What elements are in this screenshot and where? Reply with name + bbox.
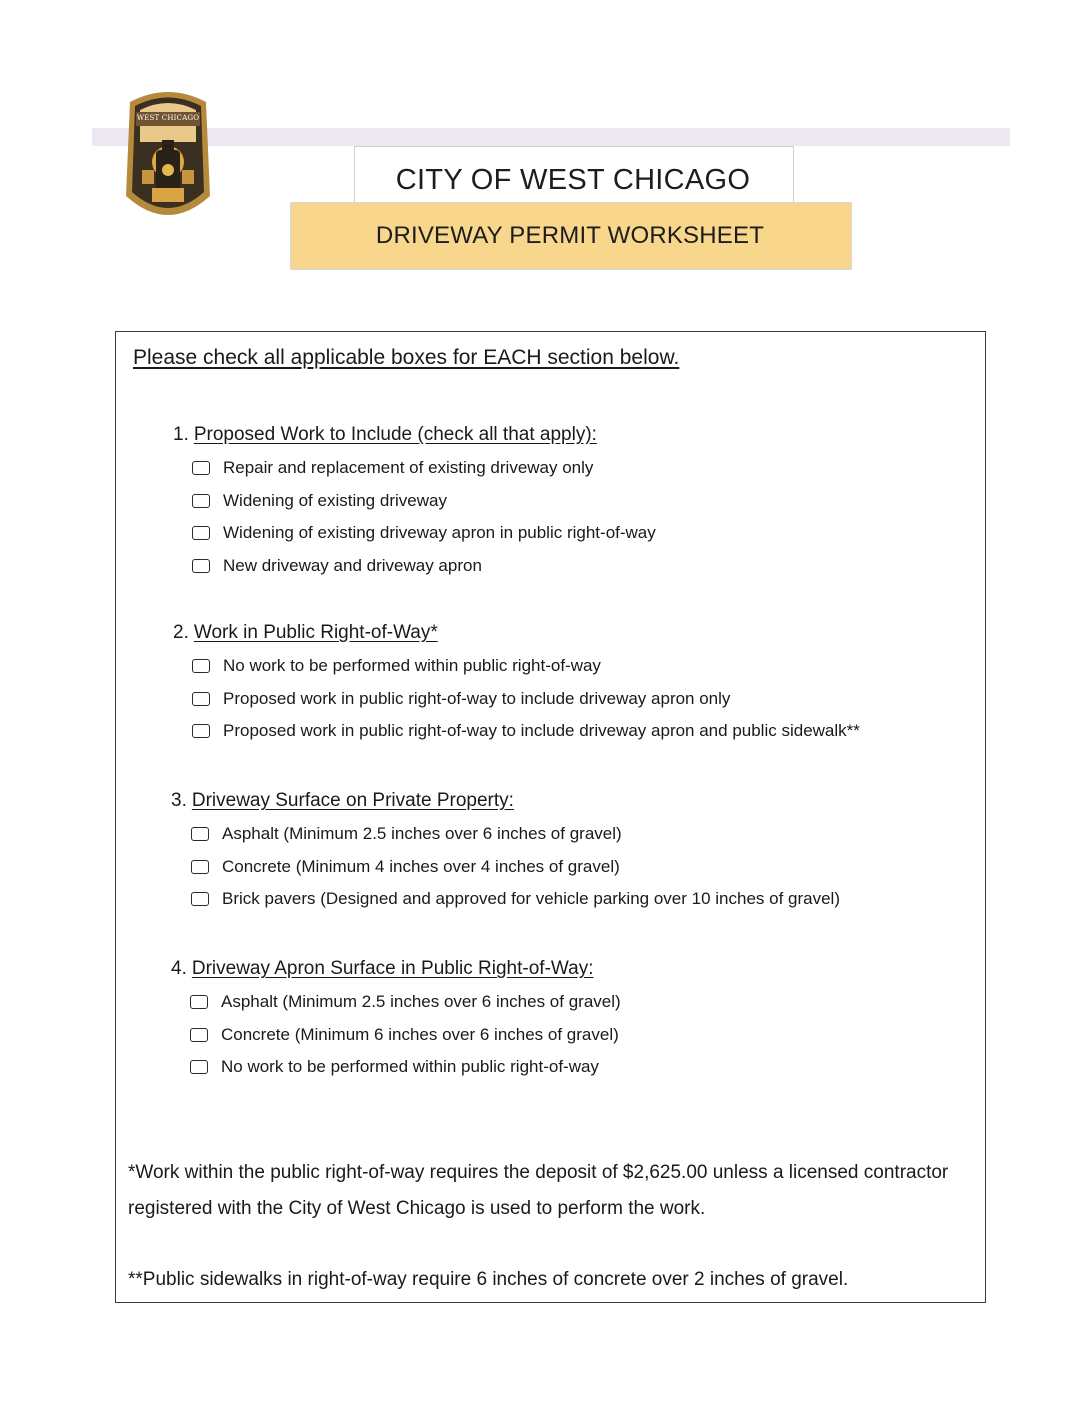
section-number: 3. <box>171 790 187 811</box>
checkbox[interactable] <box>191 892 209 906</box>
option-label: Proposed work in public right-of-way to include driveway apron and public sidewalk** <box>223 721 860 740</box>
checkbox[interactable] <box>192 724 210 738</box>
checkbox[interactable] <box>192 559 210 573</box>
option-label: No work to be performed within public right-of-way <box>223 656 601 675</box>
section-number: 1. <box>173 424 189 445</box>
option-apron-only <box>192 689 730 709</box>
section-title: Work in Public Right-of-Way* <box>193 622 438 643</box>
section-number: 4. <box>171 958 187 979</box>
section-4-heading <box>171 958 593 980</box>
option-apron-asphalt <box>190 992 621 1012</box>
sidewalk-note: **Public sidewalks in right-of-way require 6 inches of concrete over 2 inches of gravel. <box>128 1269 849 1290</box>
section-title: Proposed Work to Include (check all that apply): <box>193 424 597 445</box>
section-title: Driveway Surface on Private Property: <box>191 790 514 811</box>
section-number: 2. <box>173 622 189 643</box>
checkbox[interactable] <box>192 494 210 508</box>
option-apron-no-work <box>190 1057 599 1077</box>
option-label: Repair and replacement of existing driveway only <box>223 458 594 477</box>
checkbox[interactable] <box>190 1028 208 1042</box>
form-instruction: Please check all applicable boxes for EACH section below. <box>133 346 680 369</box>
option-label: Concrete (Minimum 4 inches over 4 inches of gravel) <box>222 857 620 876</box>
option-label: Asphalt (Minimum 2.5 inches over 6 inches of gravel) <box>221 992 621 1011</box>
option-label: Proposed work in public right-of-way to include driveway apron only <box>223 689 731 708</box>
option-no-row-work <box>192 656 601 676</box>
option-label: New driveway and driveway apron <box>223 556 482 575</box>
option-label: Widening of existing driveway apron in public right-of-way <box>223 523 656 542</box>
option-apron-and-sidewalk <box>192 721 860 741</box>
option-label: No work to be performed within public right-of-way <box>221 1057 599 1076</box>
header-band <box>92 128 1010 146</box>
option-private-asphalt <box>191 824 622 844</box>
option-widening-apron <box>192 523 656 543</box>
city-seal-graphic <box>122 84 214 222</box>
logo-text: WEST CHICAGO <box>136 114 200 122</box>
checkbox[interactable] <box>192 692 210 706</box>
option-label: Widening of existing driveway <box>223 491 447 510</box>
option-label: Brick pavers (Designed and approved for vehicle parking over 10 inches of gravel) <box>222 889 840 908</box>
section-1-heading <box>173 424 597 446</box>
section-2-heading <box>173 622 438 644</box>
option-label: Concrete (Minimum 6 inches over 6 inches of gravel) <box>221 1025 619 1044</box>
city-title: CITY OF WEST CHICAGO <box>395 164 751 196</box>
section-3-heading <box>171 790 514 812</box>
option-private-brick-pavers <box>191 889 840 909</box>
option-apron-concrete <box>190 1025 619 1045</box>
checkbox[interactable] <box>191 827 209 841</box>
option-new-driveway <box>192 556 482 576</box>
option-label: Asphalt (Minimum 2.5 inches over 6 inches of gravel) <box>222 824 622 843</box>
checkbox[interactable] <box>191 860 209 874</box>
form-title: DRIVEWAY PERMIT WORKSHEET <box>375 222 765 249</box>
option-widening-driveway <box>192 491 447 511</box>
checkbox[interactable] <box>192 526 210 540</box>
section-title: Driveway Apron Surface in Public Right-of-Way: <box>191 958 594 979</box>
checkbox[interactable] <box>190 1060 208 1074</box>
checkbox[interactable] <box>192 461 210 475</box>
option-private-concrete <box>191 857 620 877</box>
checkbox[interactable] <box>192 659 210 673</box>
option-repair-replacement <box>192 458 593 478</box>
deposit-note: *Work within the public right-of-way requires the deposit of $2,625.00 unless a licensed contractor registered with the City of West Chicago is used to perform the work. <box>128 1162 949 1219</box>
city-logo <box>122 84 214 222</box>
checkbox[interactable] <box>190 995 208 1009</box>
